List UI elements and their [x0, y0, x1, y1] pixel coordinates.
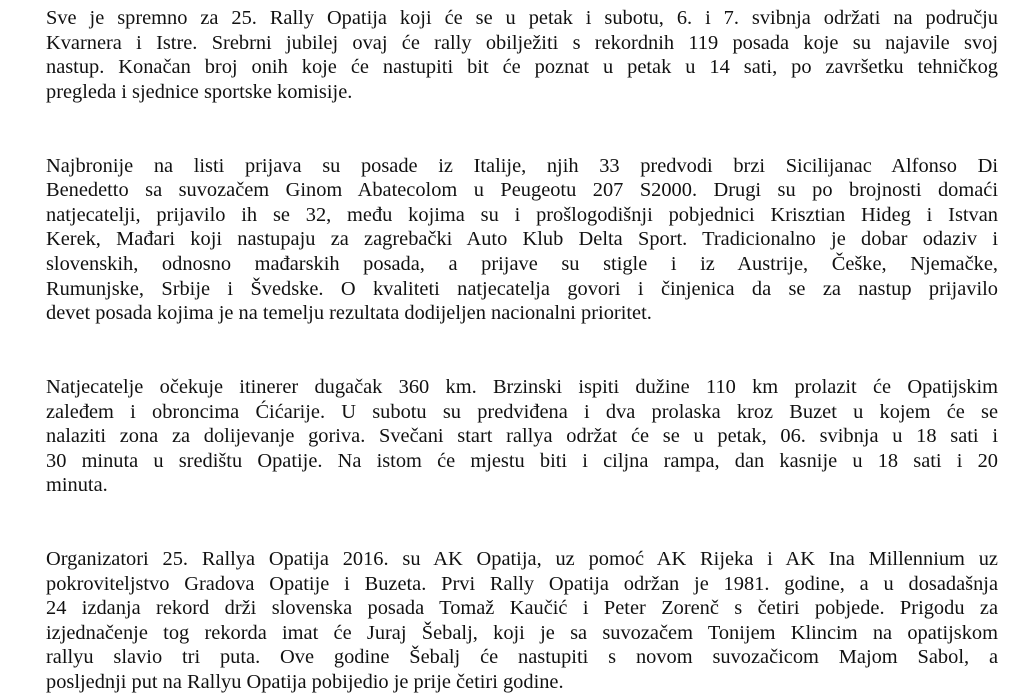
text-line: rallyu slavio tri puta. Ove godine Šebalj će nastupiti s novom suvozačicom Majom Sabol, a — [46, 646, 998, 669]
text-line: nalaziti zona za dolijevanje goriva. Svečani start rallya održat će se u petak, 06. svibnja u 18 sati i — [46, 425, 998, 448]
text-line: pregleda i sjednice sportske komisije. — [46, 80, 353, 103]
text-line: Rumunjske, Srbije i Švedske. O kvaliteti natjecatelja govori i činjenica da se za nastup prijavilo — [46, 277, 998, 300]
paragraph-organizers — [46, 547, 998, 695]
paragraph-entries — [46, 154, 998, 326]
text-line: Kvarnera i Istre. Srebrni jubilej ovaj će rally obilježiti s rekordnih 119 posada koje su najavile svoj — [46, 31, 998, 54]
article-body — [46, 6, 998, 695]
text-line: 24 izdanja rekord drži slovenska posada Tomaž Kaučić i Peter Zorenč s četiri pobjede. Prigodu za — [46, 597, 998, 620]
text-line: 30 minuta u središtu Opatije. Na istom će mjestu biti i ciljna rampa, dan kasnije u 18 sati i 20 — [46, 449, 998, 472]
text-line: posljednji put na Rallyu Opatija pobijedio je prije četiri godine. — [46, 671, 564, 694]
text-line: Sve je spremno za 25. Rally Opatija koji će se u petak i subotu, 6. i 7. svibnja održati na području — [46, 7, 998, 29]
text-line: Najbronije na listi prijava su posade iz Italije, njih 33 predvodi brzi Sicilijanac Alfonso Di — [46, 154, 998, 177]
text-line: minuta. — [46, 474, 108, 497]
text-line: Kerek, Mađari koji nastupaju za zagrebački Auto Klub Delta Sport. Tradicionalno je dobar odaziv i — [46, 228, 998, 251]
text-line: nastup. Konačan broj onih koje će nastupiti bit će poznat u petak u 14 sati, po završetku tehničkog — [46, 56, 998, 79]
text-line: devet posada kojima je na temelju rezultata dodijeljen nacionalni prioritet. — [46, 302, 652, 325]
text-line: pokroviteljstvo Gradova Opatije i Buzeta. Prvi Rally Opatija održan je 1981. godine, a u dosadašnja — [46, 572, 998, 595]
paragraph-spacer — [46, 104, 998, 153]
text-line: Benedetto sa suvozačem Ginom Abatecolom u Peugeotu 207 S2000. Drugi su po brojnosti domaći — [46, 179, 998, 202]
text-line: slovenskih, odnosno mađarskih posada, a prijave su stigle i iz Austrije, Češke, Njemačke, — [46, 252, 998, 275]
text-line: zaleđem i obroncima Ćićarije. U subotu su predviđena i dva prolaska kroz Buzet u kojem će se — [46, 400, 998, 423]
paragraph-spacer — [46, 498, 998, 547]
text-line: Natjecatelje očekuje itinerer dugačak 360 km. Brzinski ispiti dužine 110 km prolazit će Opatijskim — [46, 375, 998, 398]
paragraph-intro — [46, 6, 998, 104]
text-line: Organizatori 25. Rallya Opatija 2016. su AK Opatija, uz pomoć AK Rijeka i AK Ina Millennium uz — [46, 548, 998, 571]
paragraph-itinerary — [46, 375, 998, 498]
paragraph-spacer — [46, 326, 998, 375]
text-line: izjednačenje tog rekorda imat će Juraj Šebalj, koji je sa suvozačem Tonijem Klincim na opatijskom — [46, 621, 998, 644]
text-line: natjecatelji, prijavilo ih se 32, među kojima su i prošlogodišnji pobjednici Krisztian Hideg i Istvan — [46, 203, 998, 226]
